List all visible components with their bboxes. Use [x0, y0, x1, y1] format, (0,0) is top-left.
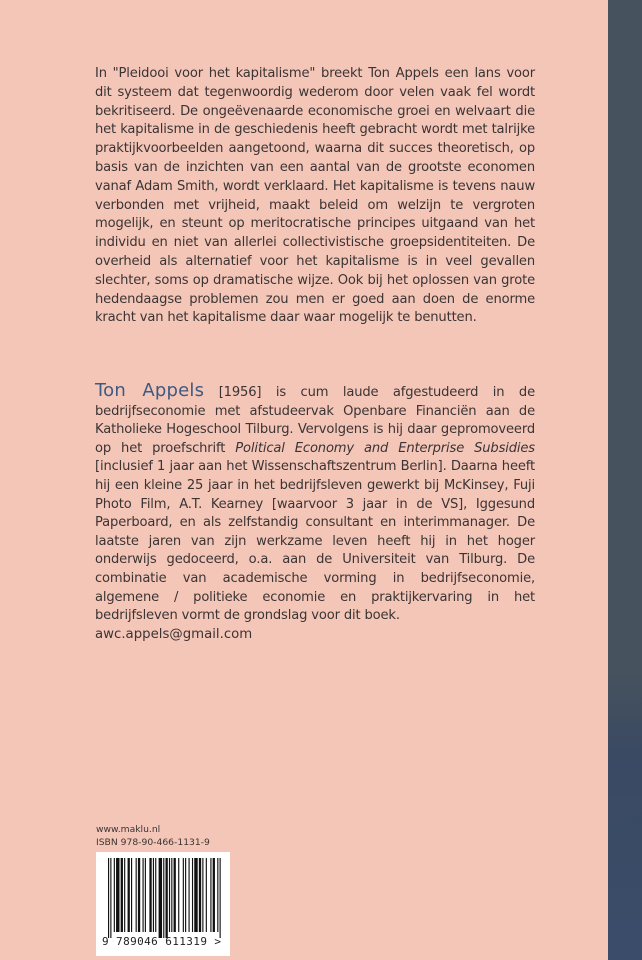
barcode-bar	[153, 858, 154, 932]
barcode-bar	[143, 858, 144, 932]
barcode-bar	[128, 858, 130, 932]
barcode-bar	[124, 858, 125, 932]
barcode-bar	[155, 858, 156, 932]
barcode-bar	[131, 858, 132, 932]
thesis-title: Political Economy and Enterprise Subsidies	[235, 440, 535, 456]
isbn-label: ISBN 978-90-466-1131-9	[96, 837, 210, 848]
publisher-website: www.maklu.nl	[96, 824, 161, 835]
isbn-barcode	[96, 852, 230, 956]
barcode-bar	[183, 858, 184, 932]
barcode-bar	[169, 858, 170, 932]
barcode-bar	[217, 858, 218, 932]
barcode-bar	[202, 858, 203, 932]
barcode-bar	[174, 858, 176, 932]
barcode-bar	[185, 858, 186, 932]
barcode-bar	[149, 858, 151, 932]
barcode-bar	[178, 858, 179, 932]
barcode-bar	[220, 858, 221, 938]
author-bio	[95, 382, 535, 626]
back-cover-blurb: In "Pleidooi voor het kapitalisme" breekt Ton Appels een lans voor dit systeem dat tegenwoordig wederom door velen vaak fel wordt bekritiseerd. De ongeëvenaarde economische groei en welvaart die het kapitalisme in de geschiedenis heeft gebracht wordt met talrijke praktijkvoorbeelden aangetoond, waarna dit succes theoretisch, op basis van de inzichten van een aantal van de grootste economen vanaf Adam Smith, wordt verklaard. Het kapitalisme is tevens nauw verbonden met vrijheid, maakt beleid om welzijn te vergroten mogelijk, en steunt op meritocratische principes uitgaand van het individu en niet van allerlei collectivistische groepsidentiteiten. De overheid als alternatief voor het kapitalisme is in veel gevallen slechter, soms op dramatische wijze. Ook bij het oplossen van grote hedendaagse problemen zou men er goed aan doen de enorme kracht van het kapitalisme daar waar mogelijk te benutten.	[95, 66, 535, 326]
author-bio-text-2: [inclusief 1 jaar aan het Wissenschaftszentrum Berlin]. Daarna heeft hij een kleine 25 jaar in het bedrijfsleven gewerkt bij McKinsey, Fuji Photo Film, A.T. Kearney [waarvoor 3 jaar in de VS], Iggesund Paperboard, en als zelfstandig consultant en interimmanager. De laatste jaren van zijn werkzame leven heeft hij in het hoger onderwijs gedoceerd, o.a. aan de Universiteit van Tilburg. De combinatie van academische vorming in bedrijfseconomie, algemene / politieke economie en praktijkervaring in het bedrijfsleven vormt de grondslag voor dit boek.	[95, 459, 535, 624]
barcode-bar	[114, 858, 115, 932]
barcode-bar	[192, 858, 193, 932]
barcode-bar	[116, 858, 119, 932]
barcode-bar	[138, 858, 140, 932]
author-email: awc.appels@gmail.com	[95, 627, 253, 642]
barcode-bar	[163, 858, 164, 938]
author-name: Ton Appels	[95, 380, 205, 401]
barcode-bar	[121, 858, 123, 932]
barcode-bar	[206, 858, 207, 932]
barcode-bar	[194, 858, 197, 932]
barcode-bar	[136, 858, 137, 932]
barcode-bar	[108, 858, 109, 938]
barcode-bar	[213, 858, 215, 932]
barcode-bar	[171, 858, 172, 932]
book-spine-edge	[608, 0, 642, 960]
barcode-bar	[199, 858, 201, 932]
barcode-bar	[166, 858, 168, 938]
author-bio-text-1: [1956] is cum laude afgestudeerd in de bedrijfseconomie met afstudeervak Openbare Financiën aan de Katholieke Hogeschool Tilburg. Vervolgens is hij daar gepromoveerd op het proefschrift	[95, 385, 535, 456]
barcode-bar	[145, 858, 146, 932]
barcode-bar	[110, 858, 111, 938]
barcode-bar	[189, 858, 190, 932]
barcode-bar	[159, 858, 162, 938]
publisher-info	[96, 823, 210, 849]
barcode-bar	[210, 858, 211, 932]
barcode-digits: 9 789046 611319 >	[102, 935, 222, 948]
